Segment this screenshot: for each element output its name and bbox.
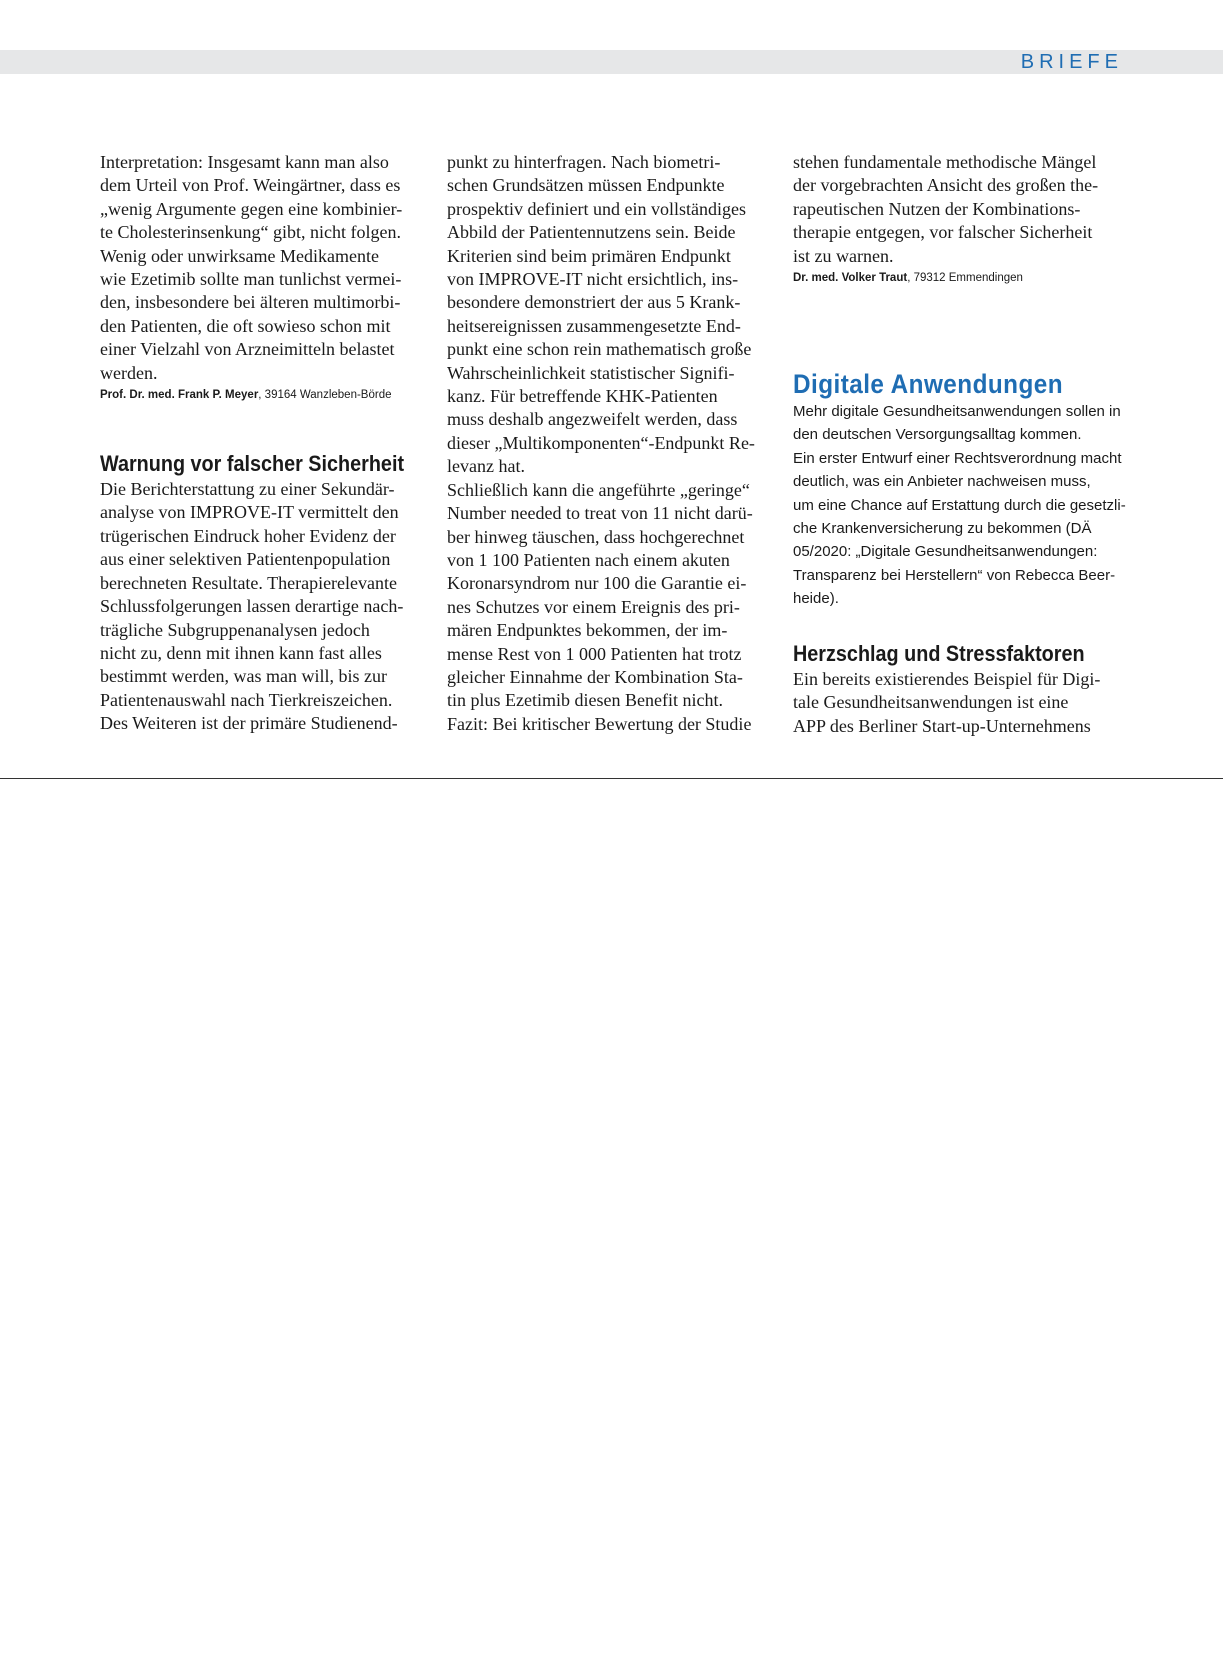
section-intro: Mehr digitale Gesundheitsanwendungen sollen in den deutschen Versorgungsalltag kommen. Ein erster Entwurf einer Rechtsverordnung macht deutlich, was ein Anbieter nachweisen muss, um eine Chance auf Erstattung durch die gesetzli- che Krankenversicherung zu bekommen (DÄ 05/2020: „Digitale Gesundheitsanwendungen: Transparenz bei Herstellern“ von Rebecca Beer- heide). [793, 403, 1126, 608]
section-label: BRIEFE [1020, 51, 1123, 73]
column-3 [793, 151, 1133, 738]
signature-place: , 39164 Wanzleben-Börde [258, 389, 392, 402]
letter-signature [793, 270, 1133, 286]
signature-place: , 79312 Emmendingen [907, 272, 1023, 285]
letter-heading: Herzschlag und Stressfaktoren [793, 640, 1085, 666]
signature-name: Prof. Dr. med. Frank P. Meyer [100, 389, 259, 402]
letter-text: punkt zu hinterfragen. Nach biometri- schen Grundsätzen müssen Endpunkte prospektiv definiert und ein vollständiges Abbild der Patientennutzens sein. Beide Kriterien sind beim primären Endpunkt von IMPROVE-IT nicht ersichtlich, ins- besondere demonstriert der aus 5 Krank- heitsereignissen zusammengesetzte End- punkt eine schon rein mathematisch große Wahrscheinlichkeit statistischer Signifi- kanz. Für betreffende KHK-Patienten muss deshalb angezweifelt werden, dass dieser „Multikomponenten“-Endpunkt Re- levanz hat. Schließlich kann die angeführte „geringe“ Number needed to treat von 11 nicht darü- ber hinweg täuschen, dass hochgerechnet von 1 100 Patienten nach einem akuten Koronarsyndrom nur 100 die Garantie ei- nes Schutzes vor einem Ereignis des pri- mären Endpunktes bekommen, der im- mense Rest von 1 000 Patienten hat trotz gleicher Einnahme der Kombination Sta- tin plus Ezetimib diesen Benefit nicht. Fazit: Bei kritischer Bewertung der Studie [447, 152, 755, 734]
letter-text: Interpretation: Insgesamt kann man also dem Urteil von Prof. Weingärtner, dass es „wenig Argumente gegen eine kombinier- te Cholesterinsenkung“ gibt, nicht folgen. Wenig oder unwirksame Medikamente wie Ezetimib sollte man tunlichst vermei- den, insbesondere bei älteren multimorbi- den Patienten, die oft sowieso schon mit einer Vielzahl von Arzneimitteln belastet werden. [100, 152, 403, 383]
section-title: Digitale Anwendungen [793, 369, 1063, 400]
signature-name: Dr. med. Volker Traut [793, 272, 908, 285]
letter-text: Die Berichterstattung zu einer Sekundär- analyse von IMPROVE-IT vermittelt den trügerischen Eindruck hoher Evidenz der aus einer selektiven Patientenpopulation berechneten Resultate. Therapierelevante Schlussfolgerungen lassen derartige nach- trägliche Subgruppenanalysen jedoch nicht zu, denn mit ihnen kann fast alles bestimmt werden, was man will, bis zur Patientenauswahl nach Tierkreiszeichen. Des Weiteren ist der primäre Studienend- [100, 479, 404, 734]
column-2 [447, 151, 777, 736]
page-divider [0, 778, 1223, 779]
column-1 [100, 151, 430, 736]
letter-text: Ein bereits existierendes Beispiel für Digi- tale Gesundheitsanwendungen ist eine APP des Berliner Start-up-Unternehmens [793, 668, 1101, 736]
letter-text: stehen fundamentale methodische Mängel der vorgebrachten Ansicht des großen the- rapeutischen Nutzen der Kombinations- therapie entgegen, vor falscher Sicherheit ist zu warnen. [793, 152, 1099, 266]
letter-heading: Warnung vor falscher Sicherheit [100, 451, 405, 477]
letter-signature [100, 387, 430, 403]
